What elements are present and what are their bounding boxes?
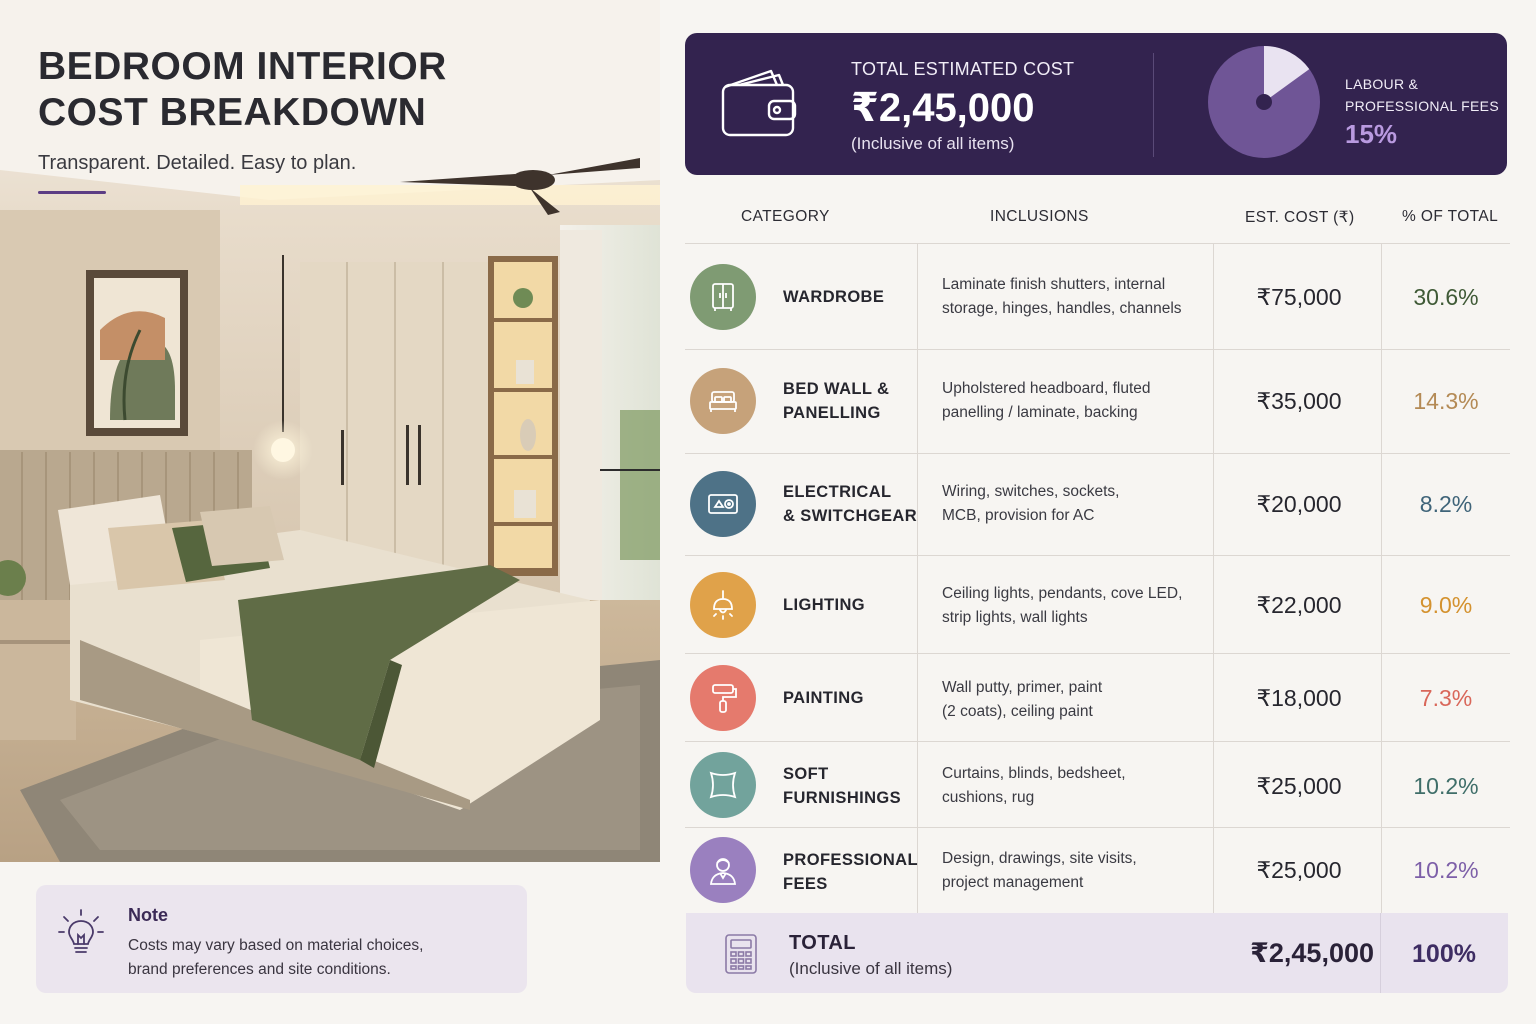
total-cost: ₹2,45,000 [1250,938,1374,968]
row-cost: ₹75,000 [1256,284,1342,310]
bed-icon-circle [690,368,756,434]
pendant-lamp-icon-circle [690,572,756,638]
row-category: SOFT FURNISHINGS [783,765,902,807]
row-category: PAINTING [783,689,864,707]
left-panel [0,0,660,1024]
row-cost: ₹22,000 [1256,592,1342,618]
total-estimate-note: (Inclusive of all items) [851,134,1015,153]
cushion-icon [707,769,739,801]
note-text [128,934,508,982]
designer-person-icon [707,854,739,886]
row-inclusions: Ceiling lights, pendants, cove LED, strip lights, wall lights [942,585,1183,626]
column-divider [1213,654,1214,741]
table-row-bed-wall [685,350,1510,454]
row-category: LIGHTING [783,596,866,614]
row-category: BED WALL & PANELLING [783,380,890,422]
total-estimate-label: TOTAL ESTIMATED COST [851,59,1075,79]
row-percent: 10.2% [1413,773,1479,799]
column-divider [1213,556,1214,653]
summary-banner [685,33,1507,175]
title-line-1: BEDROOM INTERIOR [38,45,447,88]
row-category: ELECTRICAL & SWITCHGEAR [783,483,918,525]
header-est-cost: EST. COST (₹) [1245,209,1355,226]
bed-icon [707,385,739,417]
note-title: Note [128,905,168,925]
table-row-professional-fees [685,828,1510,914]
paint-roller-icon-circle [690,665,756,731]
row-percent: 30.6% [1413,284,1479,310]
row-cost: ₹25,000 [1256,773,1342,799]
table-row-electrical [685,454,1510,556]
note-text-line-1: Costs may vary based on material choices, [128,937,424,954]
switch-socket-icon [707,488,739,520]
row-category: WARDROBE [783,288,885,306]
title-divider [38,191,106,194]
calculator-icon [724,933,758,975]
wallet-icon [719,65,801,139]
row-inclusions: Design, drawings, site visits, project management [942,850,1137,891]
table-row-wardrobe [685,244,1510,350]
row-percent: 7.3% [1419,685,1473,711]
cushion-icon-circle [690,752,756,818]
page-subtitle: Transparent. Detailed. Easy to plan. [38,152,357,174]
row-cost: ₹18,000 [1256,685,1342,711]
fees-label-line-2: PROFESSIONAL FEES [1345,98,1499,114]
paint-roller-icon [707,682,739,714]
lightbulb-icon [58,907,104,957]
column-divider [1213,244,1214,349]
row-inclusions: Wiring, switches, sockets, MCB, provision for AC [942,483,1120,524]
total-label: TOTAL [789,932,856,954]
table-header [685,196,1510,244]
fees-label [1345,73,1505,117]
total-percent: 100% [1412,940,1476,968]
header-category: CATEGORY [741,208,830,225]
designer-person-icon-circle [690,837,756,903]
wardrobe-icon [707,281,739,313]
title-block [38,44,558,194]
row-percent: 9.0% [1419,592,1473,618]
pendant-lamp-icon [707,589,739,621]
note-card [36,885,527,993]
page-title [38,44,558,136]
column-divider [1213,742,1214,827]
wardrobe-icon-circle [690,264,756,330]
column-divider [1213,454,1214,555]
row-inclusions: Upholstered headboard, fluted panelling / laminate, backing [942,380,1151,421]
row-inclusions: Laminate finish shutters, internal storage, hinges, handles, channels [942,276,1182,317]
column-divider [1213,350,1214,453]
fees-label-line-1: LABOUR & [1345,76,1419,92]
total-estimate-value: ₹2,45,000 [851,86,1035,130]
header-percent: % OF TOTAL [1402,208,1499,225]
fees-pie-chart [1207,45,1321,159]
row-category: PROFESSIONAL FEES [783,851,918,893]
fees-value: 15% [1345,119,1398,149]
table-row-painting [685,654,1510,742]
row-percent: 14.3% [1413,388,1479,414]
row-percent: 8.2% [1419,491,1473,517]
note-text-line-2: brand preferences and site conditions. [128,961,391,978]
summary-divider [1153,53,1154,157]
row-percent: 10.2% [1413,857,1479,883]
table-row-lighting [685,556,1510,654]
row-cost: ₹20,000 [1256,491,1342,517]
table-row-soft-furnishings [685,742,1510,828]
switch-socket-icon-circle [690,471,756,537]
row-cost: ₹25,000 [1256,857,1342,883]
row-inclusions: Wall putty, primer, paint (2 coats), ceiling paint [942,679,1103,720]
title-line-2: COST BREAKDOWN [38,91,427,134]
row-inclusions: Curtains, blinds, bedsheet, cushions, rug [942,765,1126,806]
header-inclusions: INCLUSIONS [990,208,1089,225]
column-divider [1213,828,1214,914]
row-cost: ₹35,000 [1256,388,1342,414]
total-note: (Inclusive of all items) [789,959,953,978]
total-row [686,913,1508,993]
pie-center-dot [1256,94,1272,110]
